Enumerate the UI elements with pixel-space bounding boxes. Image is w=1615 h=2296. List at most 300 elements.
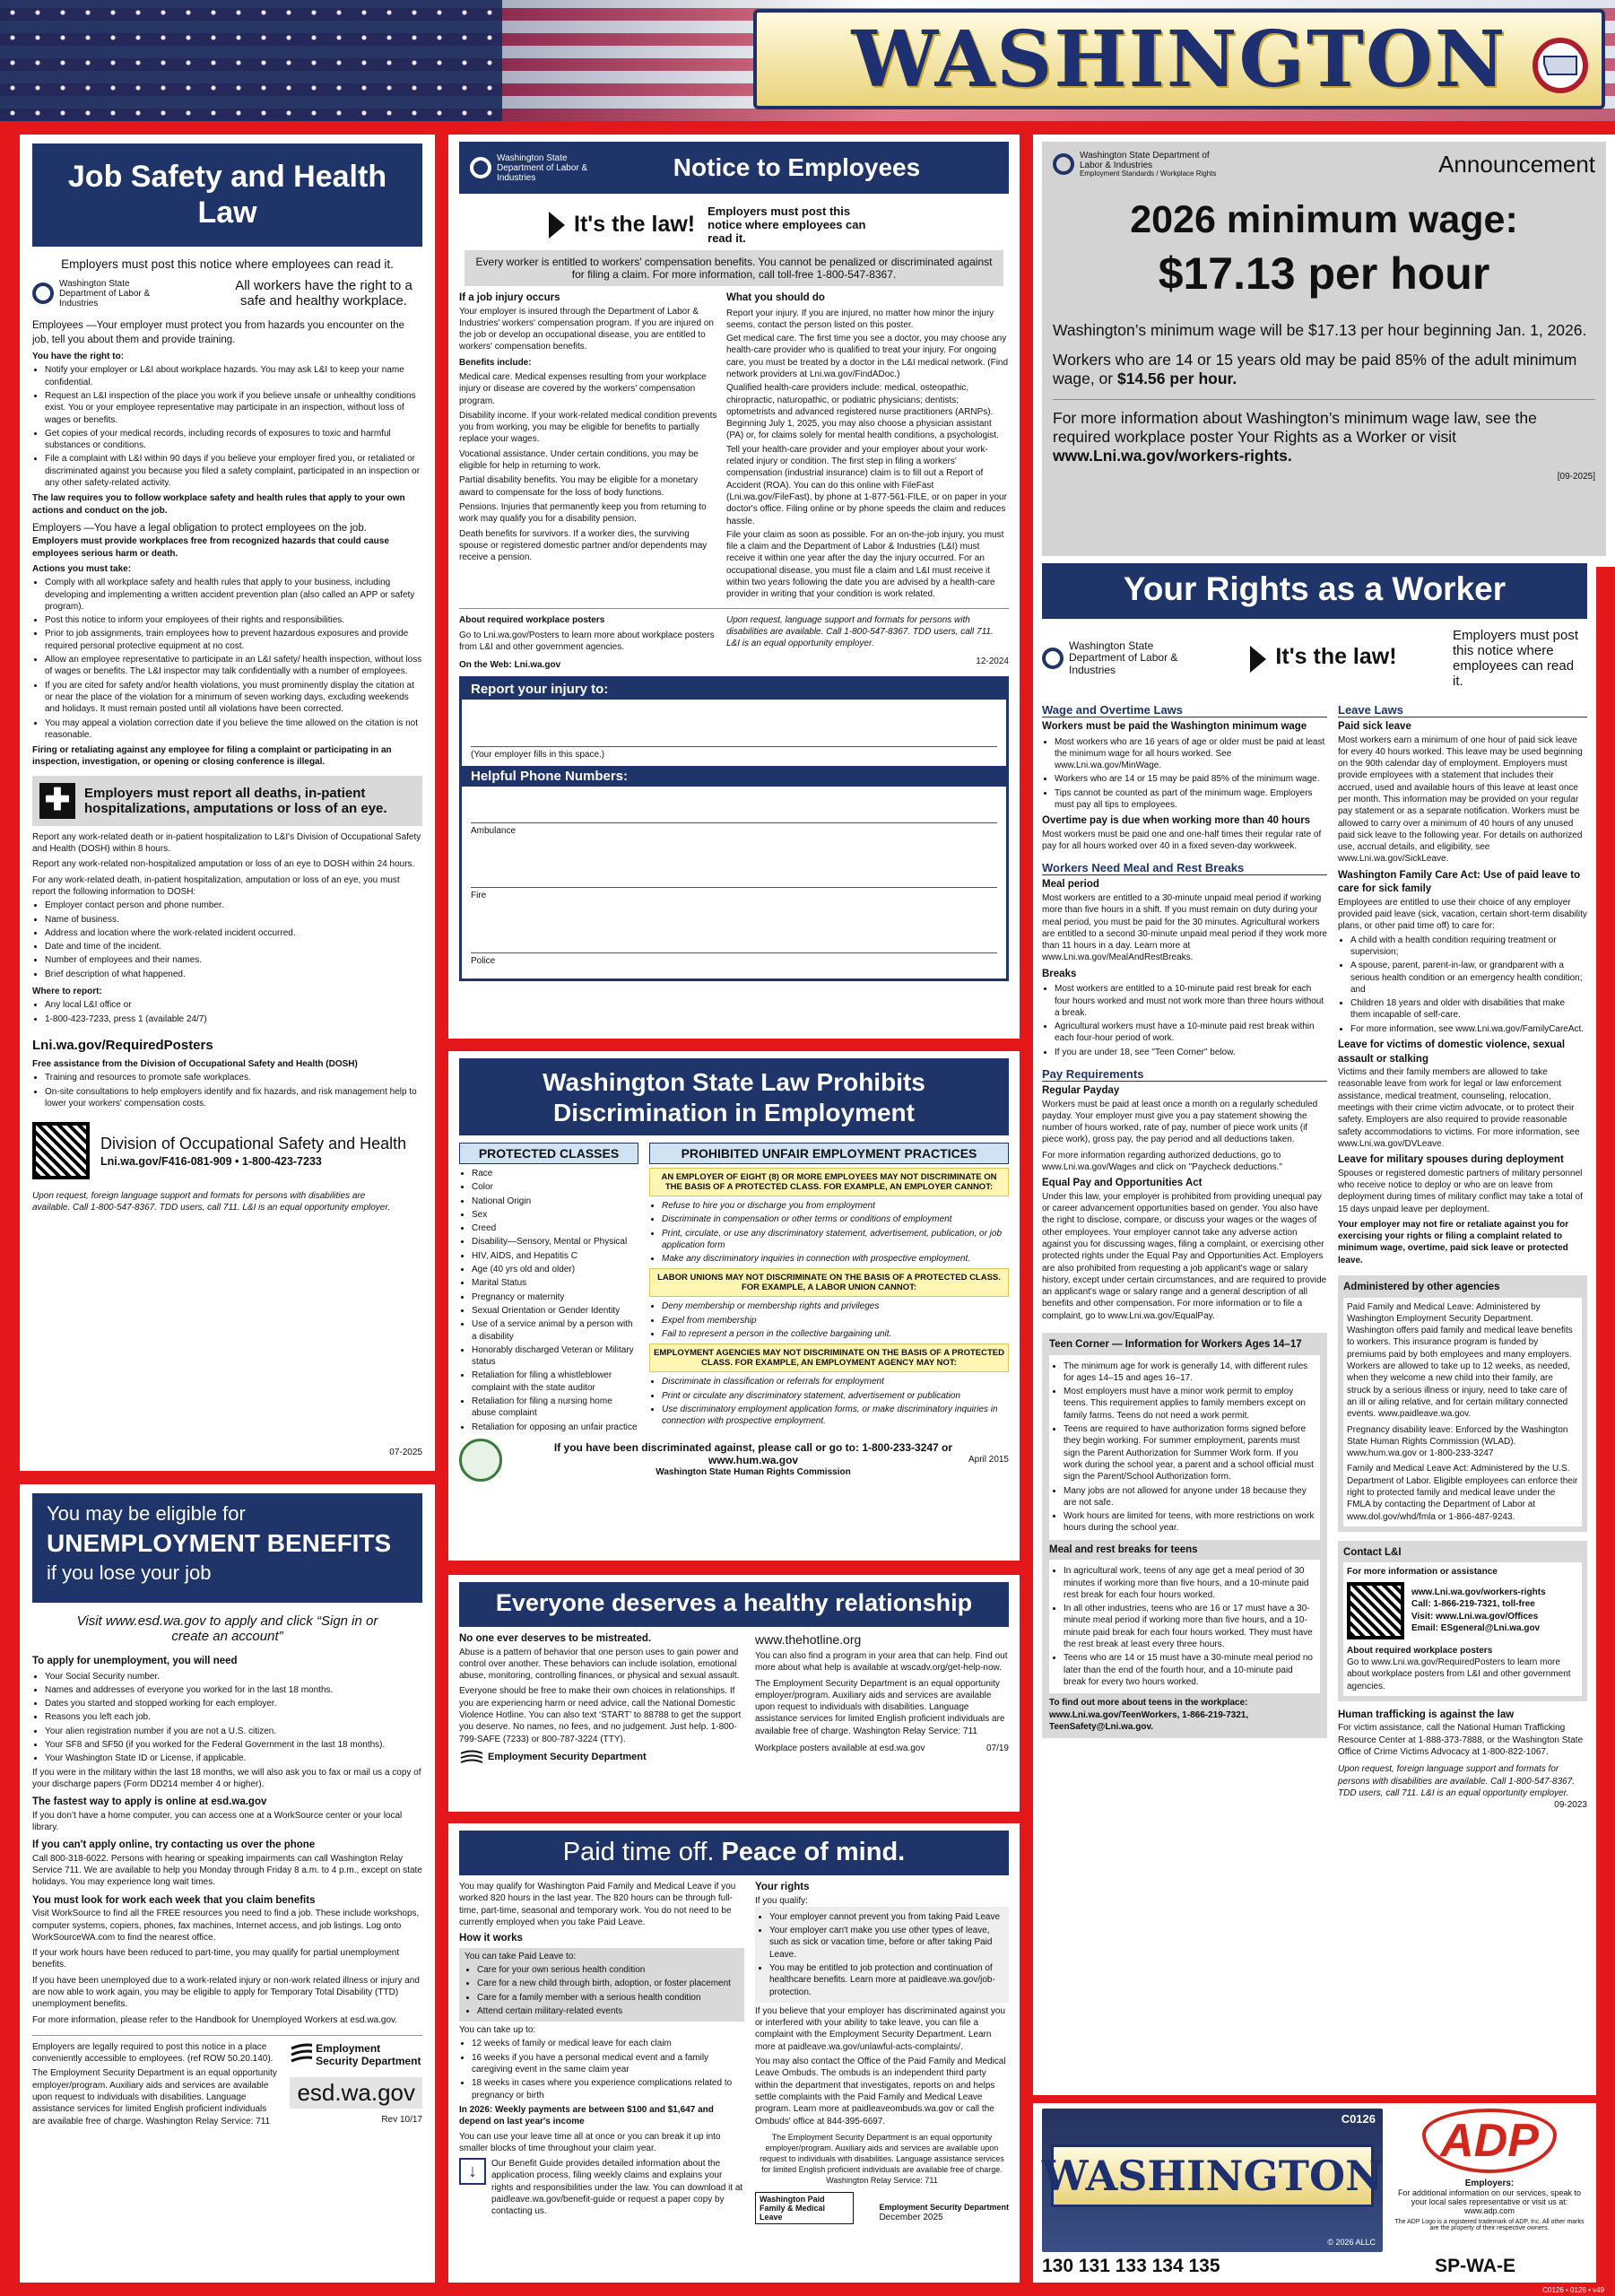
list-item: • Most workers who are 16 years of age or older must be paid at least the minimum wage for all hours worked. See www.Lni.wa.gov/MinWage. <box>1055 736 1327 772</box>
list-item: • Pregnancy or maternity <box>472 1292 638 1303</box>
meal-heading: Workers Need Meal and Rest Breaks <box>1042 861 1327 875</box>
list-item: • Your alien registration number if you are not a U.S. citizen. <box>45 1726 422 1737</box>
visit-esd: Visit www.esd.wa.gov to apply and click “Sign in or create an account” <box>76 1613 378 1644</box>
teen-meal-list <box>1049 1560 1320 1693</box>
list-item: • HIV, AIDS, and Hepatitis C <box>472 1250 638 1262</box>
title-line-3: if you lose your job <box>47 1561 212 1584</box>
list-item: • A spouse, parent, parent-in-law, or grandparent with a serious health condition or an emergency health condition; and <box>1350 960 1587 996</box>
list-item: • You may appeal a violation correction date if you believe the time allowed on the citation is not reasonable. <box>45 718 422 742</box>
protected-heading: PROTECTED CLASSES <box>459 1143 638 1164</box>
meal-sub: Meal period <box>1042 879 1099 891</box>
sick-text: Most workers earn a minimum of one hour of paid sick leave for every 40 hours worked. This leave may be used beginning on the 90th calendar day of employment. Employers must provide employees with a statement that includes their accrued, used and available hours of this leave at least once per month. This information may be provided on your regular pay statement or as a separate notification. Workers must be allowed to carry over a minimum of 40 hours of any unused paid sick leave to the following year. For details on authorized use, accrual details, and eligibility, see www.Lni.wa.gov/SickLeave. <box>1338 735 1583 865</box>
paid-footer: The Employment Security Department is an equal opportunity employer/program. Auxiliary aids and services are available upon request to individuals with disabilities. Language assistance services for limited English proficient individuals are available free of charge. Washington Relay Service: 711 <box>760 2132 1004 2185</box>
list-item: • Training and resources to promote safe workplaces. <box>45 1072 422 1083</box>
list-item: • Attend certain military-related events <box>477 2005 739 2017</box>
unemp-footer-1: Employers are legally required to post this notice in a place conveniently accessible to employees. (ref ROW 50.20.140). <box>32 2041 274 2065</box>
contact-email[interactable]: Email: ESgeneral@Lni.wa.gov <box>1411 1623 1541 1634</box>
esd-name: Employment Security Department <box>488 1751 647 1762</box>
list-item: • Names and addresses of everyone you worked for in the last 18 months. <box>45 1684 422 1696</box>
weekly-payments: In 2026: Weekly payments are between $100 and $1,647 and depend on last year's income <box>459 2104 714 2127</box>
wage-sub: Workers must be paid the Washington minimum wage <box>1042 721 1307 732</box>
list-item: • Retaliation for filing a whistleblower complaint with the state auditor <box>472 1370 638 1394</box>
report-text-1: Report any work-related death or in-patient hospitalization to L&I's Division of Occupational Safety and Health (DOSH) within 8 hours. <box>32 831 421 855</box>
report-box: ✚ Employers must report all deaths, in-patient hospitalizations, amputations or loss of an eye. <box>32 776 422 826</box>
list-item: • A child with a health condition requiring treatment or supervision; <box>1350 935 1587 959</box>
title-line-2: UNEMPLOYMENT BENEFITS <box>47 1529 392 1557</box>
contact-sub: For more information or assistance <box>1347 1567 1498 1578</box>
practices-heading: PROHIBITED UNFAIR EMPLOYMENT PRACTICES <box>649 1143 1009 1164</box>
benefit-item: Vocational assistance. Under certain conditions, you may be eligible for help in returning to work. <box>459 448 699 472</box>
paid-rights-list <box>755 1907 1009 2003</box>
posters-available: Workplace posters available at esd.wa.gov <box>755 1744 925 1754</box>
paid-rights-heading: Your rights <box>755 1882 810 1892</box>
unemployment-panel <box>20 1484 435 2283</box>
fca-list <box>1338 935 1587 1035</box>
discrimination-title: Washington State Law Prohibits Discrimination in Employment <box>459 1058 1009 1135</box>
list-item: • Get copies of your medical records, including records of exposures to toxic and harmful substances or conditions. <box>45 428 422 452</box>
law-requires: The law requires you to follow workplace safety and health rules that apply to your own actions and conduct on the job. <box>32 493 405 516</box>
list-item: • Teens are required to have authorization forms signed before they begin working. For summer employment, parents must sign the Parent Authorization for Summer Work form. If you work during the school year, a parent and a school official must sign the Parent/School Authorization form. <box>1064 1423 1316 1483</box>
unemployment-title <box>32 1493 422 1603</box>
footer-copy: © 2026 ALLC <box>1327 2238 1376 2247</box>
lni-logo-icon <box>1053 153 1074 175</box>
sick-sub: Paid sick leave <box>1338 721 1411 732</box>
payday-sub: Regular Payday <box>1042 1085 1120 1096</box>
cant-heading: If you can't apply online, try contacting us over the phone <box>32 1839 316 1851</box>
lni-logo: Washington State Department of Labor & Industries <box>470 153 595 183</box>
required-posters-link[interactable]: Lni.wa.gov/RequiredPosters <box>32 1037 213 1053</box>
rights-upon: Upon request, foreign language support and formats for persons with disabilities are available. Call 1-800-547-8367. TDD users, call 711. L&I is an equal opportunity employer. <box>1338 1764 1576 1798</box>
phone-police: Police <box>471 955 496 966</box>
look-text: Visit WorkSource to find all the FREE resources you need to find a job. These include workshops, computer systems, copiers, phones, fax machines, Internet access, and job listings. Log onto WorkSourceWA.com to find the nearest office. <box>32 1909 420 1943</box>
protected-list <box>459 1168 638 1433</box>
relationship-title: Everyone deserves a healthy relationship <box>459 1582 1009 1627</box>
list-item: • National Origin <box>472 1196 638 1207</box>
list-item: • For more information, see www.Lni.wa.gov/FamilyCareAct. <box>1350 1023 1587 1035</box>
list-item: • Address and location where the work-related incident occurred. <box>45 927 422 939</box>
title-line-1: You may be eligible for <box>47 1502 246 1525</box>
how-heading: How it works <box>459 1933 523 1944</box>
rights-heading: You have the right to: <box>32 352 125 362</box>
fca-sub: Washington Family Care Act: Use of paid leave to care for sick family <box>1338 869 1581 895</box>
uses-list <box>465 1964 739 2017</box>
headline-1: 2026 minimum wage: <box>1130 198 1518 241</box>
list-item: • If you are cited for safety and/or health violations, you must prominently display the citation at or near the place of the violation for a minimum of seven working days, excluding weekends and holidays. It must remain posted until all violations have been corrected. <box>45 680 422 716</box>
list-item: • Many jobs are not allowed for anyone under 18 because they are not safe. <box>1064 1485 1316 1509</box>
adp-logo: ADP <box>1422 2109 1557 2173</box>
download-icon: ↓ <box>459 2158 486 2185</box>
qr-code <box>32 1122 90 1179</box>
footer-branding <box>1033 2103 1596 2283</box>
announcement-p2: Workers who are 14 or 15 years old may be paid 85% of the adult minimum wage, or $14.56 per hour. <box>1053 351 1577 387</box>
notice-code: 12-2024 <box>976 656 1009 666</box>
teen-heading: Teen Corner — Information for Workers Ages 14–17 <box>1049 1339 1302 1351</box>
dv-text: Victims and their family members are allowed to take reasonable leave from work for legal or law enforcement assistance, medical treatment, counseling, relocation, meetings with their crime victim advocate, or to protect their safety. Employers are also required to provide reasonable safety accommodations to victims. For more information, see www.Lni.wa.gov/DVLeave. <box>1338 1067 1580 1149</box>
what-item: Get medical care. The first time you see a doctor, you may choose any health-care provider who is qualified to treat your injury. For ongoing care, you must be treated by a doctor in the L&I medical network. (Find network providers at Lni.wa.gov/FindADoc.) <box>726 334 1009 379</box>
relationship-p1: Abuse is a pattern of behavior that one person uses to gain power and control over another. These behaviors can include isolation, emotional abuse, monitoring, controlling finances, or physical and sexual assault. <box>459 1647 740 1682</box>
equal-sub: Equal Pay and Opportunities Act <box>1042 1178 1203 1189</box>
state-title: WASHINGTON <box>851 13 1507 105</box>
list-item: • Employer contact person and phone number. <box>45 900 422 911</box>
benefit-item: Disability income. If your work-related medical condition prevents you from working, you may be eligible for benefits to partially replace your wages. <box>459 410 717 445</box>
limits-list <box>459 2038 744 2100</box>
relationship-p3: You can also find a program in your area that can help. Find out more about what help is available at wscadv.org/get-help-now. <box>755 1651 1008 1674</box>
list-item: • Comply with all workplace safety and health rules that apply to your business, including developing and implementing a written accident prevention plan (also called an APP or safety program). <box>45 577 422 613</box>
notice-intro: Every worker is entitled to workers' compensation benefits. You cannot be penalized or discriminated against for filing a claim. For more information, call toll-free 1-800-547-8367. <box>465 250 1003 286</box>
teen-list <box>1049 1355 1320 1540</box>
paid-intro: You may qualify for Washington Paid Family and Medical Leave if you worked 820 hours in the last year. The 820 hours can be through full-time, part-time, seasonal and temporary work. You do not need to be currently employed when you take Paid Leave. <box>459 1882 736 1927</box>
paid-leave-title: Paid time off. Peace of mind. <box>459 1831 1009 1875</box>
fca-text: Employees are entitled to use their choice of any employer provided paid leave (sick, vacation, certain short-term disability plans, or other paid time off) to care for: <box>1338 897 1587 932</box>
job-safety-must-post: Employers must post this notice where employees can read it. <box>61 257 394 271</box>
benefits-heading: Benefits include: <box>459 357 532 368</box>
paid-ombuds: You may also contact the Office of the Paid Family and Medical Leave Ombuds. The ombuds is an independent third party within the department that investigates, reports on and helps settle complaints with the Paid Family and Medical Leave program. Learn more at paidleaveombuds.wa.gov or call the Ombuds' office at 844-395-6697. <box>755 2057 1006 2126</box>
contact-heading: Contact L&I <box>1343 1546 1402 1558</box>
list-item: • Number of employees and their names. <box>45 954 422 966</box>
list-item: • Reasons you left each job. <box>45 1711 422 1723</box>
list-item: • You may be entitled to job protection and continuation of healthcare benefits. Learn more at paidleave.wa.gov/job-protection. <box>769 1962 1006 1998</box>
report-items <box>32 900 422 980</box>
traffic-heading: Human trafficking is against the law <box>1338 1709 1515 1720</box>
employers-must: Employers must provide workplaces free from recognized hazards that could cause employees serious harm or death. <box>32 536 389 559</box>
pay-heading: Pay Requirements <box>1042 1067 1327 1082</box>
rights-list <box>32 364 422 489</box>
phone-fire: Fire <box>471 891 487 901</box>
list-item: • Care for a family member with a serious health condition <box>477 1992 739 2004</box>
can-take: You can take Paid Leave to: <box>465 1951 577 1961</box>
hotline-link[interactable]: www.thehotline.org <box>755 1632 862 1647</box>
list-item: • Discriminate in compensation or other terms or conditions of employment <box>662 1213 1009 1225</box>
employer-box: AN EMPLOYER OF EIGHT (8) OR MORE EMPLOYEES MAY NOT DISCRIMINATE ON THE BASIS OF A PROTECTED CLASS. FOR EXAMPLE, AN EMPLOYER CANNOT: <box>649 1168 1009 1196</box>
footer-numbers: 130 131 133 134 135 <box>1042 2256 1220 2276</box>
list-item: • Notify your employer or L&I about workplace hazards. You may ask L&I to keep your name confidential. <box>45 364 422 388</box>
announcement-label: Announcement <box>1438 151 1595 178</box>
list-item: • Your employer cannot prevent you from taking Paid Leave <box>769 1911 1006 1923</box>
other-item: Paid Family and Medical Leave: Administered by Washington Employment Security Department. Washington offers paid family and medical leave benefits to workers. This insurance program is funded by premiums paid by both employees and many employers. Workers are allowed to take up to 12 weeks, as needed, when they welcome a new child into their family, are struck by a serious illness or injury, need to take care of an ill or ailing relative, and for certain military connected events. www.paidleave.wa.gov. <box>1347 1301 1573 1420</box>
relationship-panel <box>448 1575 1020 1812</box>
rights-title: Your Rights as a Worker <box>1042 563 1587 619</box>
footer-state: WASHINGTON <box>1051 2144 1374 2207</box>
lni-logo: Washington State Department of Labor & Industries <box>32 279 158 309</box>
list-item: • Teens who are 14 or 15 must have a 30-minute meal period no later than the end of the fourth hour, and a 10-minute paid break for every two hours worked. <box>1064 1652 1316 1688</box>
breaks-list <box>1042 983 1327 1058</box>
list-item: • Agricultural workers must have a 10-minute paid rest break within each four-hour period of work. <box>1055 1021 1327 1045</box>
division-contact: Lni.wa.gov/F416-081-909 • 1-800-423-7233 <box>100 1154 322 1168</box>
list-item: • Fail to represent a person in the collective bargaining unit. <box>662 1328 1009 1340</box>
list-item: • Refuse to hire you or discharge you from employment <box>662 1200 1009 1212</box>
benefit-item: Pensions. Injuries that permanently keep you from returning to work may qualify you for a disability pension. <box>459 501 707 525</box>
report-text-2: Report any work-related non-hospitalized amputation or loss of an eye to DOSH within 24 hours. <box>32 859 415 870</box>
list-item: • Brief description of what happened. <box>45 969 422 980</box>
list-item: • Care for a new child through birth, adoption, or foster placement <box>477 1978 739 1989</box>
paid-leave-panel <box>448 1823 1020 2283</box>
trademark: The ADP Logo is a registered trademark of ADP, Inc. All other marks are the property of their respective owners. <box>1394 2219 1585 2231</box>
list-item: • Make any discriminatory inquiries in connection with prospective employment. <box>662 1253 1009 1265</box>
list-item: • Dates you started and stopped working for each employer. <box>45 1698 422 1709</box>
list-item: • Sexual Orientation or Gender Identity <box>472 1305 638 1317</box>
payday-text: Workers must be paid at least once a month on a regularly scheduled payday. Your employer must give you a pay statement showing the number of hours worked, rate of pay, number of piece work units (if piece work), gross pay, the pay period and all deductions taken. <box>1042 1099 1318 1145</box>
esd-name: Employment Security Department <box>316 2041 421 2067</box>
all-at-once: You can use your leave time all at once or you can break it up into smaller blocks of time throughout your claim year. <box>459 2131 721 2153</box>
contact-phone: Call: 1-866-219-7321, toll-free <box>1411 1599 1535 1610</box>
what-heading: What you should do <box>726 292 825 303</box>
firing-notice: Firing or retaliating against any employee for filing a complaint or participating in an inspection, investigation, or opening or closing conference is illegal. <box>32 745 392 768</box>
list-item: • Marital Status <box>472 1277 638 1289</box>
mil-text: Spouses or registered domestic partners of military personnel who receive notice to deploy or who are on leave from deployment during times of military conflict may take a total of 15 days unpaid leave per deployment. <box>1338 1168 1583 1214</box>
list-item: • Any local L&I office or <box>45 999 422 1011</box>
fastest-heading: The fastest way to apply is online at esd.wa.gov <box>32 1796 267 1808</box>
notice-header <box>459 142 1009 194</box>
arrow-icon <box>1250 646 1266 673</box>
leave-heading: Leave Laws <box>1338 703 1587 718</box>
rev-code: Rev 10/17 <box>381 2114 422 2125</box>
arrow-icon <box>549 212 565 239</box>
list-item: • 18 weeks in cases where you experience complications related to pregnancy or birth <box>472 2077 744 2101</box>
state-seal-icon <box>459 1439 502 1482</box>
hours-text: If your work hours have been reduced to part-time, you may qualify for partial unemployment benefits. <box>32 1948 400 1970</box>
list-item: • The minimum age for work is generally 14, with different rules for ages 14–15 and ages 16–17. <box>1064 1361 1316 1385</box>
retaliate-text: Your employer may not fire or retaliate against you for exercising your rights or filing a complaint related to minimum wage, overtime, paid sick leave or protected leave. <box>1338 1219 1569 1265</box>
list-item: • Race <box>472 1168 638 1179</box>
list-item: • Your Social Security number. <box>45 1671 422 1683</box>
contact-url[interactable]: www.Lni.wa.gov/workers-rights <box>1411 1587 1546 1598</box>
web-link[interactable]: On the Web: Lni.wa.gov <box>459 659 561 670</box>
list-item: • 12 weeks of family or medical leave for each claim <box>472 2038 744 2049</box>
hrc-contact: If you have been discriminated against, please call or go to: 1-800-233-3247 or www.hum.wa.gov <box>553 1441 953 1467</box>
rights-must-post: Employers must post this notice where employees can read it. <box>1452 628 1579 689</box>
rights-code: 09-2023 <box>1554 1800 1587 1811</box>
list-item: • Color <box>472 1181 638 1193</box>
list-item: • Your employer can't make you use other types of leave, such as sick or vacation time, before or after taking Paid Leave. <box>769 1925 1006 1961</box>
its-the-law: It's the law! <box>574 212 696 237</box>
list-item: • Request an L&I inspection of the place you work if you believe unsafe or unhealthy conditions exist. You or your employee representative may participate in an inspection, without loss of wages or benefits. <box>45 390 422 426</box>
list-item: • Disability—Sensory, Mental or Physical <box>472 1236 638 1248</box>
wage-heading: Wage and Overtime Laws <box>1042 703 1327 718</box>
list-item: • File a complaint with L&I within 90 days if you believe your employer fired you, or retaliated or discriminated against you because you filed a safety complaint, participated in an inspection or any other safety-related activity. <box>45 453 422 489</box>
injured-text: If you have been unemployed due to a work-related injury or non-work related illness or injury and are now able to work again, you may be eligible to apply for Temporary Total Disability (TTD) unemployment benefits. <box>32 1975 420 2010</box>
handbook-text: For more information, please refer to the Handbook for Unemployed Workers at esd.wa.gov. <box>32 2014 398 2025</box>
list-item: • Date and time of the incident. <box>45 941 422 952</box>
state-banner <box>753 9 1605 109</box>
upon-text: Upon request, language support and formats for persons with disabilities are available. Call 1-800-547-8367. TDD users, call 711. L&I is an equal opportunity employer. <box>726 614 994 649</box>
dv-sub: Leave for victims of domestic violence, sexual assault or stalking <box>1338 1039 1566 1065</box>
what-item: Tell your health-care provider and your employer about your work-related injury or condition. The first step in filing a workers' compensation (industrial insurance) claim is to fill out a Report of Accident (ROA). You can do this online with FileFast (Lni.wa.gov/FileFast), by phone at 1-877-561-FILE, or on paper in your doctor's office. Filing online or by phone speeds the claim and reduces hassle. <box>726 444 1007 526</box>
list-item: • Prior to job assignments, train employees how to prevent hazardous exposures and provide required personal protective equipment at no cost. <box>45 628 422 652</box>
mil-sub: Leave for military spouses during deployment <box>1338 1154 1564 1166</box>
esd-name: Employment Security Department <box>879 2203 1009 2213</box>
employers-intro: Employers —You have a legal obligation to protect employees on the job. <box>32 522 367 534</box>
military-text: If you were in the military within the last 18 months, we will also ask you to fax or mail us a copy of your discharge papers (Form DD214 member 4 or higher). <box>32 1767 421 1789</box>
about-heading: About required workplace posters <box>459 614 605 625</box>
job-safety-tagline: All workers have the right to a safe and healthy workplace. <box>235 278 412 309</box>
fastest-text: If you don’t have a home computer, you can access one at a WorkSource center or your local library. <box>32 1810 403 1832</box>
actions-list <box>32 577 422 741</box>
list-item: • Name of business. <box>45 914 422 926</box>
employer-list <box>649 1200 1009 1265</box>
free-heading: Free assistance from the Division of Occupational Safety and Health (DOSH) <box>32 1058 358 1069</box>
lni-logo-icon <box>470 157 491 178</box>
ot-heading: Overtime pay is due when working more than 40 hours <box>1042 815 1311 827</box>
wage-list <box>1042 736 1327 812</box>
equal-text: Under this law, your employer is prohibited from providing unequal pay or career advancement opportunities based on gender. You also have the right to disclose, compare, or discuss your wages or the wages of other employees. Your employer cannot take any adverse action against you for discussing wages, filing a complaint, or exercising other protected rights under the Equal Pay and Opportunities Act. Employers are also prohibited from requesting a job applicant's wage or salary history, except under certain circumstances, and are required to provide an applicant's wage or salary range and a general description of all benefits and other compensation. For more information or to file a complaint, go to www.Lni.wa.gov/EqualPay. <box>1042 1191 1327 1321</box>
relationship-heading: No one ever deserves to be mistreated. <box>459 1633 652 1644</box>
up-to: You can take up to: <box>459 2025 536 2036</box>
where-heading: Where to report: <box>32 987 102 997</box>
what-item: Report your injury. If you are injured, no matter how minor the injury seems, contact the person listed on this poster. <box>726 308 994 330</box>
notice-title: Notice to Employees <box>673 153 921 181</box>
list-item: • Use discriminatory employment application forms, or make discriminatory inquiries in connection with prospective employment. <box>662 1404 1009 1428</box>
other-heading: Administered by other agencies <box>1343 1282 1500 1293</box>
esd-logo-icon <box>290 2041 312 2068</box>
if-text: Your employer is insured through the Department of Labor & Industries' workers' compensation program. If you are injured on the job or develop an occupational disease, you are entitled to workers' compensation benefits. <box>459 306 714 352</box>
ot-text: Most workers must be paid one and one-half times their regular rate of pay for all hours worked over 40 in a fixed seven-day workweek. <box>1042 829 1322 852</box>
announcement-code: [09-2025] <box>1557 472 1595 482</box>
list-item: • Discriminate in classification or referrals for employment <box>662 1376 1009 1387</box>
notice-must-post: Employers must post this notice where employees can read it. <box>708 204 866 245</box>
lni-logo: Washington State Department of Labor & Industries <box>1042 640 1194 676</box>
lni-logo-icon <box>32 283 54 304</box>
discrimination-code: April 2015 <box>968 1455 1009 1465</box>
list-item: • On-site consultations to help employers identify and fix hazards, and risk management help to lower your workers' compensation costs. <box>45 1086 422 1110</box>
notice-panel <box>448 135 1020 1039</box>
if-heading: If a job injury occurs <box>459 292 560 303</box>
benefit-item: Medical care. Medical expenses resulting from your workplace injury or disease are covered by the workers' compensation program. <box>459 372 707 406</box>
phones-heading: Helpful Phone Numbers: <box>462 766 1006 787</box>
actions-heading: Actions you must take: <box>32 564 132 574</box>
list-item: • Most workers are entitled to a 10-minute paid rest break for each four hours worked and must not work more than three hours without a break. <box>1055 983 1327 1019</box>
lni-logo: Washington State Department of Labor & Industries Employment Standards / Workplace Rights <box>1053 151 1216 178</box>
contact-offices[interactable]: Visit: www.Lni.wa.gov/Offices <box>1411 1611 1539 1622</box>
list-item: • Post this notice to inform your employees of their rights and responsibilities. <box>45 614 422 626</box>
list-item: • Honorably discharged Veteran or Military status <box>472 1344 638 1369</box>
other-item: Family and Medical Leave Act: Administered by the U.S. Department of Labor. Eligible employees can enforce their right to protected family and medical leave under the FMLA by contacting the Department of Labor at www.dol.gov/whd/fmla or 1-866-487-9243. <box>1347 1464 1578 1522</box>
report-text-3: For any work-related death, in-patient hospitalization, amputation or loss of an eye, you must report the following information to DOSH: <box>32 874 400 897</box>
list-item: • Print or circulate any discriminatory statement, advertisement or publication <box>662 1390 1009 1402</box>
list-item: • Work hours are limited for teens, with more restrictions on work hours during the school year. <box>1064 1510 1316 1535</box>
list-item: • Your SF8 and SF50 (if you worked for the Federal Government in the last 18 months). <box>45 1739 422 1751</box>
teen-more: To find out more about teens in the workplace: www.Lni.wa.gov/TeenWorkers, 1-866-219-7321, TeenSafety@Lni.wa.gov. <box>1049 1698 1249 1732</box>
list-item: • In all other industries, teens who are 16 or 17 must have a 30-minute meal period if working more than five hours, and a 10-minute paid break for each four hours worked. They must have the rest break at least every three hours. <box>1064 1603 1316 1650</box>
form-code: 07-2025 <box>389 1447 422 1457</box>
apply-list <box>32 1671 422 1765</box>
medical-cross-icon: ✚ <box>39 783 75 819</box>
agency-list <box>649 1376 1009 1427</box>
paid-retaliate: If you believe that your employer has discriminated against you or interfered with your ability to take leave, you can file a complaint with the Employment Security Department. Learn more at paidleave.wa.gov/unlawful-acts-complaints/. <box>755 2005 1006 2052</box>
hrc-name: Washington State Human Rights Commission <box>656 1467 851 1478</box>
job-safety-title: Job Safety and Health Law <box>32 144 422 247</box>
union-box: LABOR UNIONS MAY NOT DISCRIMINATE ON THE BASIS OF A PROTECTED CLASS. FOR EXAMPLE, A LABOR UNION CANNOT: <box>649 1268 1009 1297</box>
relationship-p2: Everyone should be free to make their own choices in relationships. If you are experiencing harm or need advice, call the National Domestic Violence Hotline. You can also text ‘START’ to 88788 to get the support you deserve. No names, no fees, and no judgement. Just help. 1-800-799-SAFE (7233) or 800-787-3224 (TTY). <box>459 1686 742 1744</box>
teen-meal-heading: Meal and rest breaks for teens <box>1049 1544 1198 1555</box>
list-item: • Use of a service animal by a person with a disability <box>472 1318 638 1343</box>
list-item: • Workers who are 14 or 15 may be paid 85% of the minimum wage. <box>1055 773 1327 785</box>
look-heading: You must look for work each week that you claim benefits <box>32 1894 316 1906</box>
footer-sku: SP-WA-E <box>1435 2256 1515 2276</box>
announcement-panel <box>1033 135 1615 567</box>
unemp-footer-2: The Employment Security Department is an equal opportunity employer/program. Auxiliary aids and services are available upon request to individuals with disabilities. Language assistance services for limited English proficient individuals are available free of charge. Washington Relay Service: 711 <box>32 2068 277 2126</box>
announcement-p1: Washington’s minimum wage will be $17.13 per hour beginning Jan. 1, 2026. <box>1053 321 1587 339</box>
job-safety-panel <box>20 135 435 1471</box>
division-name: Division of Occupational Safety and Health <box>100 1134 407 1152</box>
posters-heading: About required workplace posters <box>1347 1645 1493 1656</box>
where-list <box>32 999 422 1025</box>
headline-2: $17.13 per hour <box>1158 248 1490 299</box>
lni-logo-icon <box>1042 648 1064 669</box>
list-item: • If you are under 18, see "Teen Corner" below. <box>1055 1047 1327 1058</box>
list-item: • Tips cannot be counted as part of the minimum wage. Employers must pay all tips to employees. <box>1055 787 1327 812</box>
apply-heading: To apply for unemployment, you will need <box>32 1656 238 1666</box>
cant-text: Call 800-318-6022. Persons with hearing or speaking impairments can call Washington Relay Service 711. We are available to help you Monday through Friday 8 a.m. to 4 p.m., except on state holidays. You may experience long wait times. <box>32 1853 422 1888</box>
list-item: • Print, circulate, or use any discriminatory statement, advertisement, publication, or job application form <box>662 1228 1009 1252</box>
list-item: • Most employers must have a minor work permit to employ teens. This requirement applies to family members except on family farms. Teens do not need a work permit. <box>1064 1386 1316 1422</box>
phone-ambulance: Ambulance <box>471 826 517 837</box>
qr-code <box>1347 1582 1404 1639</box>
other-item: Pregnancy disability leave: Enforced by the Washington State Human Rights Commission (WLAD). www.hum.wa.gov or 1-800-233-3247 <box>1347 1424 1568 1459</box>
benefit-item: Death benefits for survivors. If a worker dies, the surviving spouse or registered domestic partner and/or dependents may receive a pension. <box>459 528 708 563</box>
tiny-code: C0126 • 0126 • v49 <box>1542 2286 1604 2294</box>
relationship-code: 07/19 <box>985 1744 1009 1754</box>
about-text: Go to Lni.wa.gov/Posters to learn more about workplace posters from L&I and other government agencies. <box>459 630 715 653</box>
pfml-logo: Washington Paid Family & Medical Leave <box>755 2192 854 2224</box>
footer-code: C0126 <box>1341 2112 1376 2126</box>
list-item: • In agricultural work, teens of any age get a meal period of 30 minutes if working more than five hours, and a 10-minute paid rest break for each four hours worked. <box>1064 1565 1316 1601</box>
list-item: • Creed <box>472 1222 638 1234</box>
esd-logo-icon <box>459 1749 484 1765</box>
breaks-sub: Breaks <box>1042 968 1077 979</box>
list-item: • Allow an employee representative to participate in an L&I safety/ health inspection, without loss of wages or benefits. The L&I inspector may talk confidentially with a number of employees. <box>45 654 422 678</box>
list-item: • Retaliation for opposing an unfair practice <box>472 1422 638 1433</box>
agency-box: EMPLOYMENT AGENCIES MAY NOT DISCRIMINATE ON THE BASIS OF A PROTECTED CLASS. FOR EXAMPLE, AN EMPLOYMENT AGENCY MAY NOT: <box>649 1344 1009 1372</box>
employers-text: For additional information on our services, speak to your local sales representative or visit us at: www.adp.com <box>1397 2188 1582 2215</box>
relationship-p4: The Employment Security Department is an equal opportunity employer/program. Auxiliary aids and services are available upon request to individuals with disabilities. Language assistance services for limited English proficient individuals are available free of charge. Washington Relay Service: 711 <box>755 1678 1005 1736</box>
flag-stars <box>0 0 502 121</box>
traffic-text: For victim assistance, call the National Human Trafficking Resource Center at 1-888-373-7888, or the Washington State Office of Crime Victims Advocacy at 1-800-822-1067. <box>1338 1723 1584 1758</box>
esd-site[interactable]: esd.wa.gov <box>290 2077 422 2109</box>
qualify: If you qualify: <box>755 1895 808 1906</box>
employees-intro: Employees —Your employer must protect you from hazards you encounter on the job, tell you about them and provide training. <box>32 320 405 345</box>
list-item: • 16 weeks if you have a personal medical event and a family caregiving event in the same claim year <box>472 2052 744 2076</box>
list-item: • Children 18 years and older with disabilities that make them incapable of self-care. <box>1350 997 1587 1022</box>
job-safety-footer: Upon request, foreign language support and formats for persons with disabilities are available. Call 1-800-547-8367. TDD users, call 711. L&I is an equal opportunity employer. <box>32 1191 391 1213</box>
its-the-law: It's the law! <box>1275 643 1397 669</box>
what-item: Qualified health-care providers include: medical, osteopathic, chiropractic, naturopathic, or podiatric physicians; dentists; optometrists and advanced registered nurse practitioners (ARNPs). Beginning July 1, 2025, you may also choose a physician assistant (PA) or, for claims solely for mental health conditions, a psychologist. <box>726 383 999 441</box>
employers-label: Employers: <box>1464 2179 1515 2188</box>
payinfo-text: For more information regarding authorized deductions, go to www.Lni.wa.gov/Wages and click on "Paycheck deductions." <box>1042 1150 1282 1172</box>
free-list <box>32 1072 422 1109</box>
header-banner <box>0 0 1615 121</box>
discrimination-panel <box>448 1051 1020 1561</box>
paid-code: December 2025 <box>879 2213 943 2223</box>
list-item: • 1-800-423-7233, press 1 (available 24/7) <box>45 1013 422 1025</box>
state-map-icon <box>1533 38 1588 93</box>
list-item: • Expel from membership <box>662 1315 1009 1326</box>
union-list <box>649 1300 1009 1340</box>
meal-text: Most workers are entitled to a 30-minute unpaid meal period if working more than five hours in a shift. If you must remain on duty during your meal period, you must be paid for the 30 minutes. Agricultural workers are entitled to a second 30-minute unpaid meal period if they work more than 11 hours in a day. Learn more at www.Lni.wa.gov/MealAndRestBreaks. <box>1042 892 1327 963</box>
list-item: • Sex <box>472 1209 638 1221</box>
filled-note: (Your employer fills in this space.) <box>471 749 605 760</box>
report-heading: Report your injury to: <box>462 679 1006 700</box>
list-item: • Age (40 yrs old and older) <box>472 1264 638 1275</box>
list-item: • Your Washington State ID or License, if applicable. <box>45 1752 422 1764</box>
list-item: • Care for your own serious health condition <box>477 1964 739 1976</box>
announcement-p3: For more information about Washington’s minimum wage law, see the required workplace poster Your Rights as a Worker or visit www.Lni.wa.gov/workers-rights. <box>1053 399 1595 465</box>
posters-text: Go to www.Lni.wa.gov/RequiredPosters to learn more about workplace posters from L&I and other government agencies. <box>1347 1657 1571 1692</box>
list-item: • Deny membership or membership rights and privileges <box>662 1300 1009 1312</box>
benefit-item: Partial disability benefits. You may be eligible for a monetary award to compensate for the loss of body functions. <box>459 475 699 498</box>
benefit-guide: Our Benefit Guide provides detailed information about the application process, filing weekly claims and explains your rights and responsibilities under the law. You can download it at paidleave.wa.gov/benefit-guide or request a paper copy by contacting us. <box>491 2159 743 2217</box>
list-item: • Retaliation for filing a nursing home abuse complaint <box>472 1396 638 1420</box>
report-form[interactable] <box>459 676 1009 981</box>
